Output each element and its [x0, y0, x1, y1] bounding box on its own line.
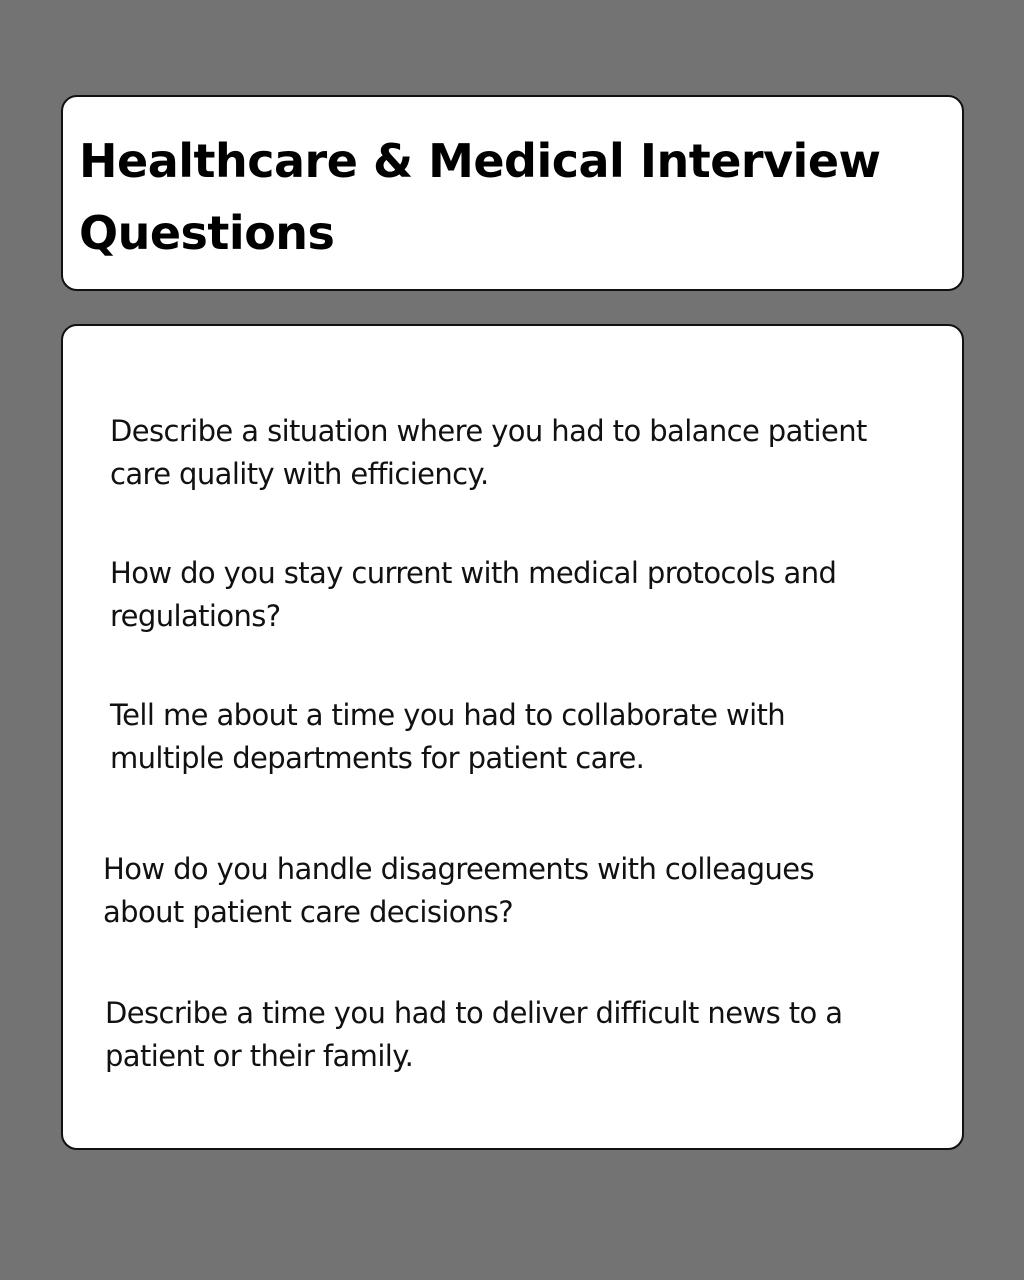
question-item: Describe a time you had to deliver difficult news to a patient or their family. [105, 996, 843, 1073]
page-title: Healthcare & Medical Interview Questions [79, 134, 881, 260]
question-item: How do you stay current with medical protocols and regulations? [110, 556, 837, 633]
question-item: How do you handle disagreements with colleagues about patient care decisions? [103, 852, 815, 929]
question-item: Tell me about a time you had to collaborate with multiple departments for patient care. [110, 698, 786, 775]
title-card [61, 95, 964, 291]
questions-card [61, 324, 964, 1150]
question-item: Describe a situation where you had to balance patient care quality with efficiency. [110, 414, 867, 491]
